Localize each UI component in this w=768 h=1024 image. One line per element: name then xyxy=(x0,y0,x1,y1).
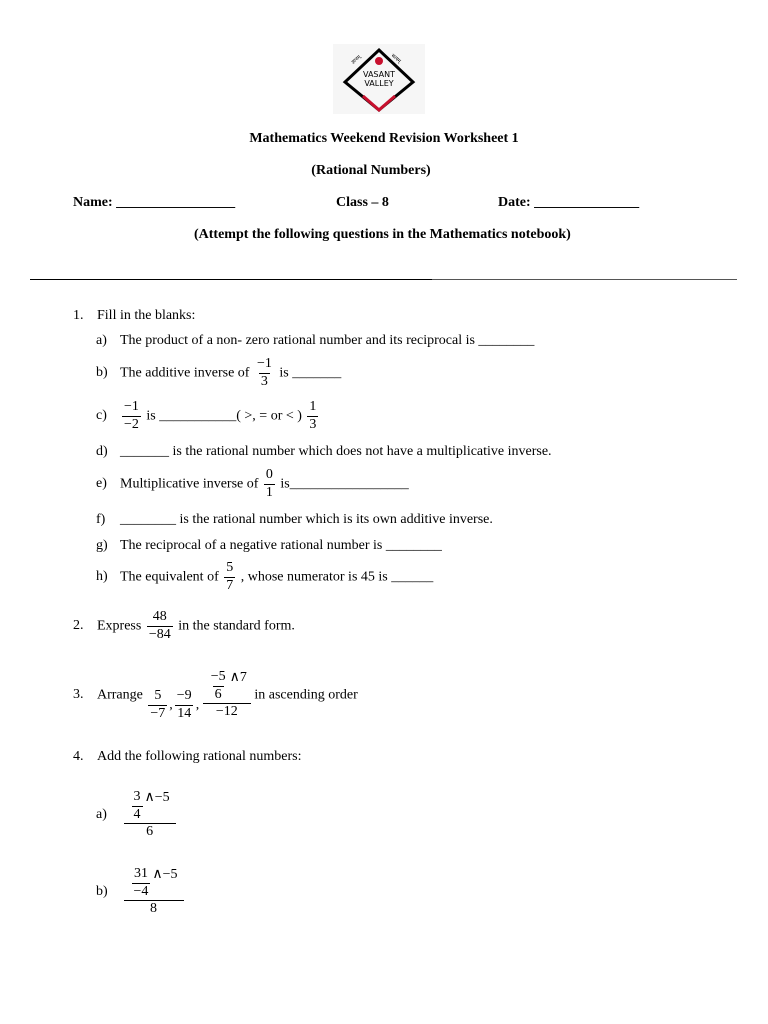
q4-part-a xyxy=(96,790,176,840)
question-text: in ascending order xyxy=(254,687,358,703)
q1-part-h xyxy=(96,561,433,593)
question-3: 3. Arrange $\frac{5}{-7}$ , $\frac{-9}{14}$ , $\frac{-5}{6}$ ∧7 −12 in ascending order xyxy=(73,669,358,721)
q1-part-g xyxy=(96,538,442,554)
svg-text:VALLEY: VALLEY xyxy=(364,79,394,88)
fraction: $\frac{3}{4}$ xyxy=(133,789,141,822)
compound-fraction: $\frac{3}{4}$ ∧−5 6 xyxy=(126,790,174,840)
fraction: $\frac{5}{-7}$ xyxy=(150,687,166,721)
part-label: d) xyxy=(96,444,108,459)
part-label: a) xyxy=(96,333,107,348)
part-label: c) xyxy=(96,408,107,424)
part-label: h) xyxy=(96,569,108,585)
q1-part-c xyxy=(96,400,320,432)
compound-fraction: $\frac{31}{-4}$ ∧−5 8 xyxy=(126,867,182,917)
question-number: 2. xyxy=(73,618,84,634)
part-label: b) xyxy=(96,365,108,381)
header-divider xyxy=(30,279,432,280)
question-text: Add the following rational numbers: xyxy=(97,749,302,764)
fraction: $\frac{-1}{-2}$ xyxy=(124,399,139,432)
part-text: ________ is the rational number which is its own additive inverse. xyxy=(120,512,493,527)
instruction-text: (Attempt the following questions in the Mathematics notebook) xyxy=(194,227,571,242)
fraction: $\frac{48}{-84}$ xyxy=(148,609,171,642)
question-text: Express xyxy=(97,618,142,634)
part-label: b) xyxy=(96,884,108,900)
part-label: e) xyxy=(96,476,107,492)
question-1 xyxy=(73,308,195,324)
q4-part-b xyxy=(96,867,184,917)
question-text: Fill in the blanks: xyxy=(97,308,196,323)
q1-part-f xyxy=(96,512,493,528)
fraction: $\frac{0}{1}$ xyxy=(265,467,273,500)
q1-part-e xyxy=(96,468,409,500)
svg-text:ज्ञानम्: ज्ञानम् xyxy=(350,54,363,66)
fraction: $\frac{1}{3}$ xyxy=(309,399,317,432)
fraction: $\frac{-5}{6}$ xyxy=(210,669,226,702)
school-logo xyxy=(333,44,425,114)
question-2 xyxy=(73,610,295,642)
part-label: a) xyxy=(96,807,107,823)
compound-fraction: $\frac{-5}{6}$ ∧7 −12 xyxy=(205,670,249,720)
part-text: is _______ xyxy=(279,365,342,381)
part-label: f) xyxy=(96,512,106,527)
part-text: is ___________( >, = or < ) xyxy=(146,408,302,424)
part-text: , whose numerator is 45 is ______ xyxy=(240,569,434,585)
q1-part-b xyxy=(96,357,341,389)
part-label: g) xyxy=(96,538,108,553)
question-text: in the standard form. xyxy=(178,618,295,634)
part-text: The equivalent of xyxy=(120,569,219,585)
date-field: Date: _______________ xyxy=(498,195,640,210)
q1-part-a xyxy=(96,333,534,349)
question-4 xyxy=(73,749,302,765)
question-text: Arrange xyxy=(97,687,143,703)
question-number: 1. xyxy=(73,308,84,323)
part-text: Multiplicative inverse of xyxy=(120,476,259,492)
part-text: The product of a non- zero rational number and its reciprocal is ________ xyxy=(120,333,535,348)
part-text: The reciprocal of a negative rational number is ________ xyxy=(120,538,442,553)
fraction: $\frac{-9}{14}$ xyxy=(176,687,192,721)
svg-text:सत्यम्: सत्यम् xyxy=(389,52,402,65)
fraction: $\frac{31}{-4}$ xyxy=(133,866,149,899)
worksheet-subtitle: (Rational Numbers) xyxy=(311,163,431,178)
class-field: Class – 8 xyxy=(336,195,389,210)
logo-emblem-icon xyxy=(333,44,425,114)
q1-part-d xyxy=(96,444,552,460)
header-divider-light xyxy=(432,279,737,280)
part-text: is_________________ xyxy=(280,476,409,492)
part-text: _______ is the rational number which does not have a multiplicative inverse. xyxy=(120,444,552,459)
question-number: 3. xyxy=(73,687,84,703)
worksheet-title: Mathematics Weekend Revision Worksheet 1 xyxy=(249,131,519,146)
part-text: The additive inverse of xyxy=(120,365,250,381)
fraction: $\frac{-1}{3}$ xyxy=(256,356,272,389)
svg-text:VASANT: VASANT xyxy=(362,70,396,79)
name-field: Name: _________________ xyxy=(73,195,236,210)
fraction: $\frac{5}{7}$ xyxy=(226,560,234,593)
question-number: 4. xyxy=(73,749,84,764)
